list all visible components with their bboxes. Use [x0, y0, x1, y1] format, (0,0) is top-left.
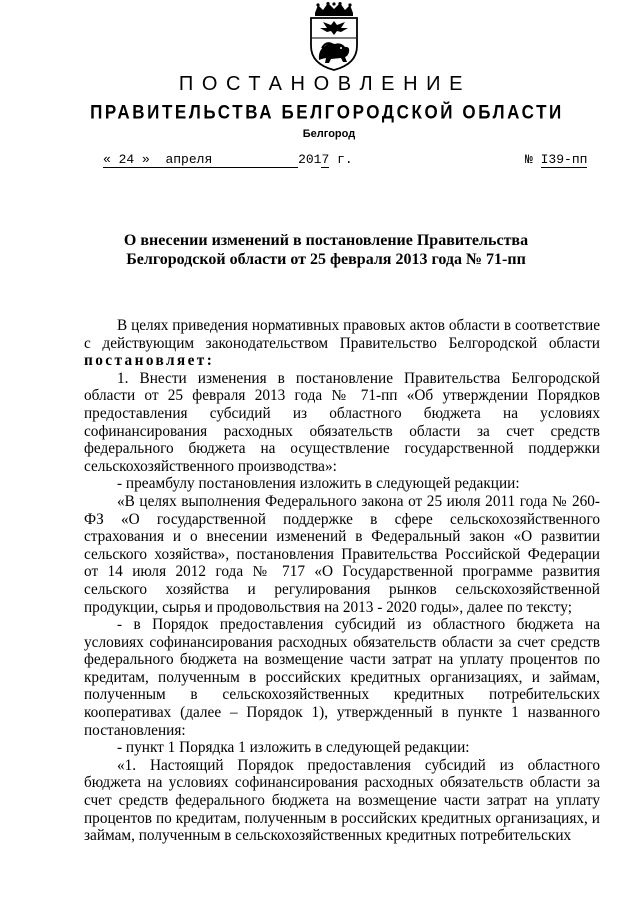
paragraph-preamble-text: В целях приведения нормативных правовых актов области в соответствие с действующим законодательством Правительство Белгородской области — [84, 317, 600, 352]
date-year-label: г. — [329, 152, 353, 167]
paragraph-5: - пункт 1 Порядка 1 изложить в следующей редакции: — [117, 739, 470, 757]
city-label: Белгород — [302, 128, 356, 140]
paragraph-6: «1. Настоящий Порядок предоставления субсидий из областного бюджета на условиях софинансирования расходных обязательств области за счет средств федерального бюджета на возмещение части затрат на уплату процентов по кредитам, полученным в российских кредитных организациях, и займам, полученным в сельскохозяйственных кредитных потребительских — [84, 756, 600, 845]
document-body — [84, 317, 600, 845]
title-line-1: О внесении изменений в постановление Правительства — [123, 232, 529, 249]
document-date — [103, 152, 353, 168]
title-line-2: Белгородской области от 25 февраля 2013 года № 71-пп — [126, 251, 526, 268]
number-label: № — [525, 152, 541, 167]
document-title — [0, 231, 640, 269]
date-close-quote: » — [142, 152, 150, 167]
date-month: апреля — [149, 152, 299, 167]
document-number — [525, 152, 587, 168]
paragraph-2: - преамбулу постановления изложить в следующей редакции: — [117, 475, 520, 493]
belgorod-coat-of-arms-icon — [301, 2, 367, 72]
date-open-quote: « — [103, 152, 111, 167]
paragraph-3: «В целях выполнения Федерального закона от 25 июля 2011 года № 260-ФЗ «О государственной поддержке в сфере сельскохозяйственного страхования и о внесении изменений в Федеральный закон «О развитии сельского хозяйства», постановления Правительства Российской Федерации от 14 июля 2012 года № 717 «О Государственной программе развития сельского хозяйства и регулирования рынков сельскохозяйственной продукции, сырья и продовольствия на 2013 - 2020 годы», далее по тексту; — [84, 492, 600, 616]
number-value: I39-пп — [540, 152, 588, 167]
paragraph-preamble — [84, 317, 600, 370]
date-day: 24 — [110, 152, 143, 167]
paragraph-4: - в Порядок предоставления субсидий из областного бюджета на условиях софинансирования расходных обязательств области за счет средств федерального бюджета на возмещение части затрат на уплату процентов по кредитам, полученным в российских кредитных организациях, и займам, полученным в сельскохозяйственных кредитных потребительских кооперативах (далее – Порядок 1), утвержденный в пункте 1 названного постановления: — [84, 616, 600, 739]
date-year-suffix: 7 — [321, 152, 330, 167]
issuing-authority-heading: ПРАВИТЕЛЬСТВА БЕЛГОРОДСКОЙ ОБЛАСТИ — [90, 101, 564, 124]
document-type-heading: ПОСТАНОВЛЕНИЕ — [178, 73, 472, 95]
paragraph-1: 1. Внести изменения в постановление Правительства Белгородской области от 25 февраля 2013 года № 71-пп «Об утверждении Порядков предоставления субсидий из областного бюджета на условиях софинансирования расходных обязательств области за счет средств федерального бюджета на осуществление государственной поддержки сельскохозяйственного производства»: — [84, 369, 600, 475]
decree-keyword: постановляет: — [84, 352, 215, 370]
date-year-prefix: 201 — [298, 152, 322, 167]
